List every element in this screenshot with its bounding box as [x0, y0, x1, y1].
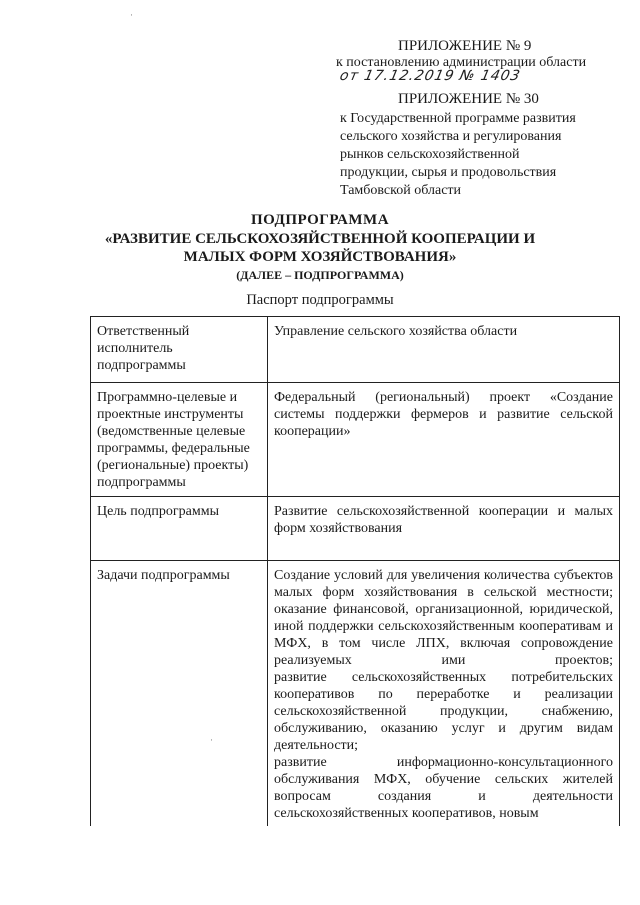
appendix-9-title: ПРИЛОЖЕНИЕ № 9 — [398, 38, 532, 54]
handwritten-date-number — [336, 68, 566, 88]
row-value: Федеральный (региональный) проект «Создание системы поддержки фермеров и развитие сельской кооперации» — [268, 383, 620, 497]
passport-title: Паспорт подпрограммы — [246, 292, 394, 308]
task-item: развитие информационно-консультационного обслуживания МФХ, обучение сельских жителей вопросам создания и деятельности сельскохозяйственных кооперативов, новым — [274, 755, 613, 821]
task-item: Создание условий для увеличения количества субъектов малых форм хозяйствования в сельской местности; — [274, 568, 613, 600]
row-label: Программно-целевые и проектные инструменты (ведомственные целевые программы, федеральные (региональные) проекты) подпрограммы — [91, 383, 268, 497]
handwritten-date-number-text: от 17.12.2019 № 1403 — [338, 68, 523, 84]
table-row — [91, 317, 620, 383]
scan-speck: · — [210, 735, 213, 745]
appendix-9-line: к постановлению администрации области — [336, 55, 587, 70]
task-item: оказание финансовой, организационной, юридической, иной поддержки сельскохозяйственным кооперативам и МФХ, в том числе ЛПХ, включая сопровождение реализуемых ими проектов; — [274, 602, 613, 668]
row-label: Ответственный исполнитель подпрограммы — [91, 317, 268, 383]
appendix-30-line: Тамбовской области — [340, 183, 462, 198]
appendix-30-title: ПРИЛОЖЕНИЕ № 30 — [398, 91, 539, 107]
appendix-30-line: сельского хозяйства и регулирования — [340, 129, 562, 144]
appendix-30-lines — [340, 110, 576, 200]
appendix-30-line: к Государственной программе развития — [340, 111, 576, 126]
subprogram-abbrev-note: (ДАЛЕЕ – ПОДПРОГРАММА) — [236, 268, 404, 282]
row-label: Цель подпрограммы — [91, 497, 268, 561]
scan-speck: · — [130, 10, 133, 20]
table-row — [91, 497, 620, 561]
row-value: Управление сельского хозяйства области — [268, 317, 620, 383]
subprogram-title-line: МАЛЫХ ФОРМ ХОЗЯЙСТВОВАНИЯ» — [183, 249, 457, 265]
task-item: развитие сельскохозяйственных потребительских кооперативов по переработке и реализации сельскохозяйственной продукции, снабжению, обслуживанию, оказанию услуг и другим видам деятельности; — [274, 670, 613, 753]
row-value: Развитие сельскохозяйственной кооперации и малых форм хозяйствования — [268, 497, 620, 561]
passport-table — [90, 316, 620, 826]
table-row — [91, 561, 620, 827]
row-label: Задачи подпрограммы — [91, 561, 268, 827]
row-tasks — [268, 561, 620, 827]
subprogram-heading: ПОДПРОГРАММА — [250, 212, 390, 228]
appendix-30-line: продукции, сырья и продовольствия — [340, 165, 557, 180]
subprogram-title-line: «РАЗВИТИЕ СЕЛЬСКОХОЗЯЙСТВЕННОЙ КООПЕРАЦИИ И — [104, 231, 536, 247]
appendix-30-line: рынков сельскохозяйственной — [340, 147, 520, 162]
table-row — [91, 383, 620, 497]
